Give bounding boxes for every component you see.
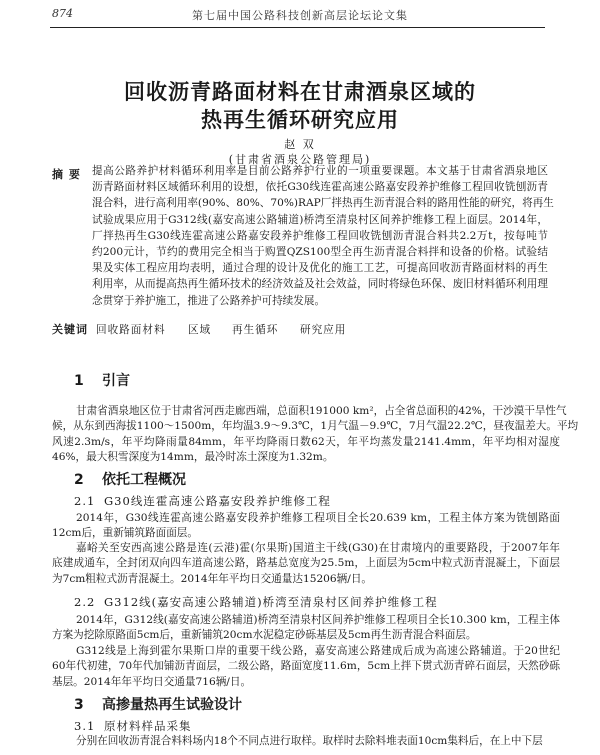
- text-line: 沥青路面材料区域循环利用的设想，依托G30线连霍高速公路嘉安段养护维修工程回收铣刨沥青: [92, 181, 548, 194]
- text-line: 2014年，G312线(嘉安高速公路辅道)桥湾至清泉村区间养护维修工程项目全长10.300 km，工程主体: [76, 614, 560, 626]
- text-line: 提高公路养护材料循环利用率是目前公路养护行业的一项重要课题。本文基于甘肃省酒泉地区: [92, 165, 548, 177]
- subsection-title: G312线(嘉安高速公路辅道)桥湾至清泉村区间养护维修工程: [104, 595, 438, 609]
- text-line: 12cm后，重新铺筑路面面层。: [52, 527, 198, 540]
- header-rule: [50, 27, 545, 28]
- text-line: 厂拌热再生G30线连霍高速公路嘉安段养护维修工程回收铣刨沥青混合料共2.2万t，按每吨节: [92, 229, 548, 242]
- text-line: 底建成通车，全封闭双向四车道高速公路，路基总宽度为25.5m，上面层为5cm中粒式沥青混凝土，下面层: [52, 557, 560, 570]
- author: 赵 双: [284, 138, 316, 151]
- text-line: 分别在回收沥青混合料料场内18个不同点进行取样。取样时去除料堆表面10cm集料后，在上中下层: [76, 735, 543, 747]
- section-1-heading: [74, 370, 130, 390]
- text-line: 试验成果应用于G312线(嘉安高速公路辅道)桥湾至清泉村区间养护维修工程上面层。2014年，: [92, 213, 548, 226]
- subsection-title: G30线连霍高速公路嘉安段养护维修工程: [104, 494, 331, 508]
- text-line: 候，从东到西海拔1100～1500m，年均温3.9～9.3℃，1月气温－9.9℃，7月气温22.2℃，昼夜温差大。平均: [52, 420, 579, 433]
- subsection-number: 3.1: [74, 719, 96, 733]
- subsection-2-1-heading: [74, 493, 331, 509]
- subsection-title: 原材料样品采集: [104, 719, 192, 733]
- text-line: 基层。2014年年平均日交通量716辆/日。: [52, 675, 252, 688]
- subsection-3-1-heading: [74, 718, 192, 734]
- paper-title-line-2: 热再生循环研究应用: [201, 108, 399, 132]
- text-line: 为7cm粗粒式沥青混凝土。2014年年平均日交通量达15206辆/日。: [52, 572, 373, 585]
- text-line: 2014年，G30线连霍高速公路嘉安段养护维修工程项目全长20.639 km，工程主体方案为铣刨路面: [76, 512, 560, 524]
- text-line: 利用率，从而提高热再生循环技术的经济效益及社会效益，同时将绿色环保、废旧材料循环利用理: [92, 278, 548, 291]
- abstract-label: 摘 要: [52, 168, 81, 181]
- text-line: 约200元计，节约的费用完全相当于购置QZS100型全再生沥青混合料拌和设备的价格。试验结: [92, 246, 548, 258]
- affiliation: (甘肃省酒泉公路管理局): [228, 153, 372, 166]
- paper-title-line-1: 回收沥青路面材料在甘肃酒泉区域的: [124, 80, 476, 104]
- subsection-number: 2.2: [74, 595, 96, 609]
- keyword: 回收路面材料: [96, 324, 166, 336]
- section-2-heading: [74, 469, 186, 489]
- text-line: 果及实体工程应用均表明，通过合理的设计及优化的施工工艺，可提高回收沥青路面材料的再生: [92, 262, 548, 275]
- text-line: 60年代初建，70年代加铺沥青面层，二级公路，路面宽度11.6m，5cm上拌下贯式沥青碎石面层，天然砂砾: [52, 660, 560, 673]
- text-line: 风速2.3m/s，年平均降雨量84mm，年平均降雨日数62天，年平均蒸发量2141.4mm，年平均相对湿度: [52, 435, 560, 448]
- keywords-label: 关键词: [52, 323, 88, 336]
- keyword: 研究应用: [300, 324, 347, 336]
- running-title: 第七届中国公路科技创新高层论坛论文集: [192, 9, 408, 22]
- section-number: 1: [74, 373, 84, 389]
- text-line: 嘉峪关至安西高速公路是连(云港)霍(尔果斯)国道主干线(G30)在甘肃境内的重要路段，于2007年年: [76, 542, 560, 554]
- subsection-number: 2.1: [74, 494, 96, 508]
- subsection-2-2-heading: [74, 594, 438, 610]
- section-title: 高掺量热再生试验设计: [102, 697, 242, 713]
- text-line: 混合料，进行高利用率(90%、80%、70%)RAP厂拌热再生沥青混合料的路用性能的研究，将再生: [92, 197, 554, 210]
- text-line: 甘肃省酒泉地区位于甘肃省河西走廊西端，总面积191000 km²，占全省总面积的42%，干沙漠干旱性气: [76, 405, 567, 417]
- section-number: 3: [74, 697, 84, 713]
- section-title: 依托工程概况: [102, 472, 186, 488]
- keyword: 区域: [188, 324, 212, 336]
- page-number: 874: [52, 7, 73, 20]
- text-line: G312线是上海到霍尔果斯口岸的重要干线公路，嘉安高速公路建成后成为高速公路辅道。于20世纪: [76, 645, 560, 657]
- text-line: 方案为挖除原路面5cm后，重新铺筑20cm水泥稳定砂砾基层及5cm再生沥青混合料面层。: [52, 629, 477, 642]
- section-3-heading: [74, 694, 242, 714]
- text-line: 46%，最大积雪深度为14mm，最冷时冻土深度为1.32m。: [52, 451, 334, 464]
- text-line: 念贯穿于养护施工，推进了公路养护可持续发展。: [92, 294, 326, 307]
- keyword: 再生循环: [232, 324, 279, 336]
- section-number: 2: [74, 472, 84, 488]
- section-title: 引言: [102, 373, 130, 389]
